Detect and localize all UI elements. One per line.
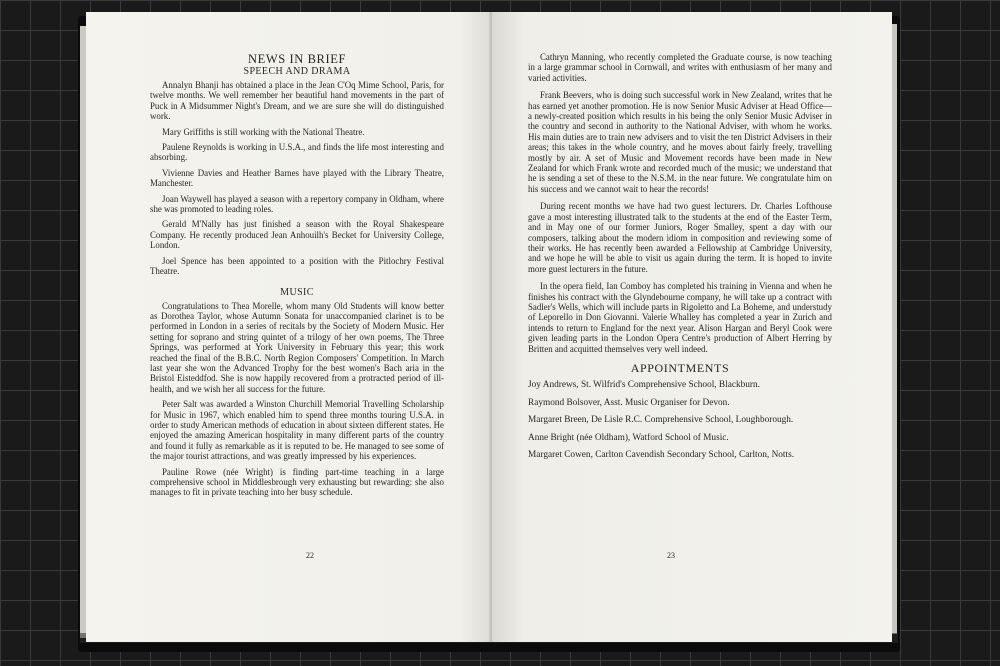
appointment-item: Margaret Breen, De Lisle R.C. Comprehensive School, Loughborough. — [528, 415, 794, 426]
appointment-item: Anne Bright (née Oldham), Watford School of Music. — [528, 432, 729, 443]
appointment-item: Joy Andrews, St. Wilfrid's Comprehensive School, Blackburn. — [528, 379, 760, 390]
right-page — [492, 12, 892, 642]
paragraph: Pauline Rowe (née Wright) is finding part-time teaching in a large comprehensive school in Middlesbrough very exhausting but rewarding: she also manages to fit in private teaching into her busy schedule. — [150, 466, 444, 498]
paragraph: During recent months we have had two guest lecturers. Dr. Charles Lofthouse gave a most interesting illustrated talk to the students at the end of the Easter Term, and in May one of our former Juniors, Roger Smalley, spent a day with our composers, talking about the modern idiom in composition and reviewing some of their works. He has recently been awarded a Fellowship at Cambridge University, and we hope he will be able to visit us again during the term. It is hoped to invite more guest lecturers in the future. — [528, 201, 832, 274]
appointments-heading: APPOINTMENTS — [630, 360, 730, 375]
paragraph: In the opera field, Ian Comboy has completed his training in Vienna and when he finishes his contract with the Glyndebourne company, he will take up a contract with Sadler's Wells, which will include parts in Rigoletto and La Boheme, and understudy of Leporello in Don Giovanni. Valerie Whalley has completed a year in Zurich and intends to return to England for the next year. Alison Hargan and Beryl Cook were given leading parts in the London Opera Centre's production of Albert Herring by Britten and acquitted themselves very well indeed. — [528, 281, 832, 354]
paragraph: Joan Waywell has played a season with a repertory company in Oldham, where she was promoted to leading roles. — [150, 193, 444, 215]
appointment-item: Raymond Bolsover, Asst. Music Organiser for Devon. — [528, 397, 730, 408]
paragraph: Annalyn Bhanji has obtained a place in the Jean C'Oq Mime School, Paris, for twelve months. We well remember her beautiful hand movements in the part of Puck in A Midsummer Night's Dream, and we are sure she will do distinguished work. — [150, 80, 444, 122]
booklet-spread — [86, 12, 892, 642]
page-number: 22 — [306, 551, 314, 560]
news-heading: NEWS IN BRIEF — [247, 52, 347, 66]
paragraph: Paulene Reynolds is working in U.S.A., and finds the life most interesting and absorbing. — [150, 142, 444, 163]
appointment-item: Margaret Cowen, Carlton Cavendish Secondary School, Carlton, Notts. — [528, 450, 795, 461]
paragraph: Gerald M'Nally has just finished a season with the Royal Shakespeare Company. He recently produced Jean Anhouilh's Becket for University College, London. — [150, 219, 444, 251]
paragraph: Joel Spence has been appointed to a position with the Pitlochry Festival Theatre. — [150, 255, 444, 277]
paragraph: Vivienne Davies and Heather Barnes have played with the Library Theatre, Manchester. — [150, 167, 444, 189]
paragraph: Congratulations to Thea Morelle, whom many Old Students will know better as Dorothea Taylor, whose Autumn Sonata for unaccompanied clarinet is to be performed in London in a series of recitals by the Society of Modern Music. Her setting for soprano and string quintet of a trilogy of her own poems, The Three Springs, was performed at York University in February this year; this work reached the final of the B.B.C. North Region Composers' Competition. In March last year she won the Advanced Trophy for the best women's Bach aria in the Bristol Eisteddfod. She is now happily recovered from a protracted period of ill-health, and we wish her all success for the future. — [150, 300, 444, 394]
paragraph: Frank Beevers, who is doing such successful work in New Zealand, writes that he has earned yet another promotion. He is now Senior Music Adviser at Head Office—a newly-created position which results in his being the only Senior Music Adviser in the country and second in authority to the National Adviser, with whom he works. His main duties are to train new advisers and to visit the ten District Advisers in their areas; this takes in the whole country, and he moves about fairly freely, travelling mostly by air. A set of Music and Movement records have been made in New Zealand for which Frank wrote and recorded much of the music; we understand that he is sending a set of these to the N.S.M. in the near future. We congratulate him on his success and we cannot wait to hear the records! — [528, 90, 832, 194]
music-subheading: MUSIC — [280, 286, 314, 298]
paragraph: Cathryn Manning, who recently completed the Graduate course, is now teaching in a large grammar school in Cornwall, and writes with enthusiasm of her many and varied activities. — [528, 52, 832, 83]
paragraph: Mary Griffiths is still working with the National Theatre. — [162, 126, 365, 137]
left-page — [86, 12, 492, 642]
page-number: 23 — [667, 551, 675, 560]
speech-drama-subheading: SPEECH AND DRAMA — [243, 66, 351, 77]
page-edge-right — [892, 24, 897, 634]
paragraph: Peter Salt was awarded a Winston Churchill Memorial Travelling Scholarship for Music in 1967, which enabled him to spend three months touring U.S.A. in order to study American methods of education in about sixteen different states. He enjoyed the amazing American hospitality in many different parts of the country and found it fully as remarkable as it is reputed to be. He managed to see some of the major tourist attractions, and was greatly impressed by his experiences. — [150, 399, 444, 462]
